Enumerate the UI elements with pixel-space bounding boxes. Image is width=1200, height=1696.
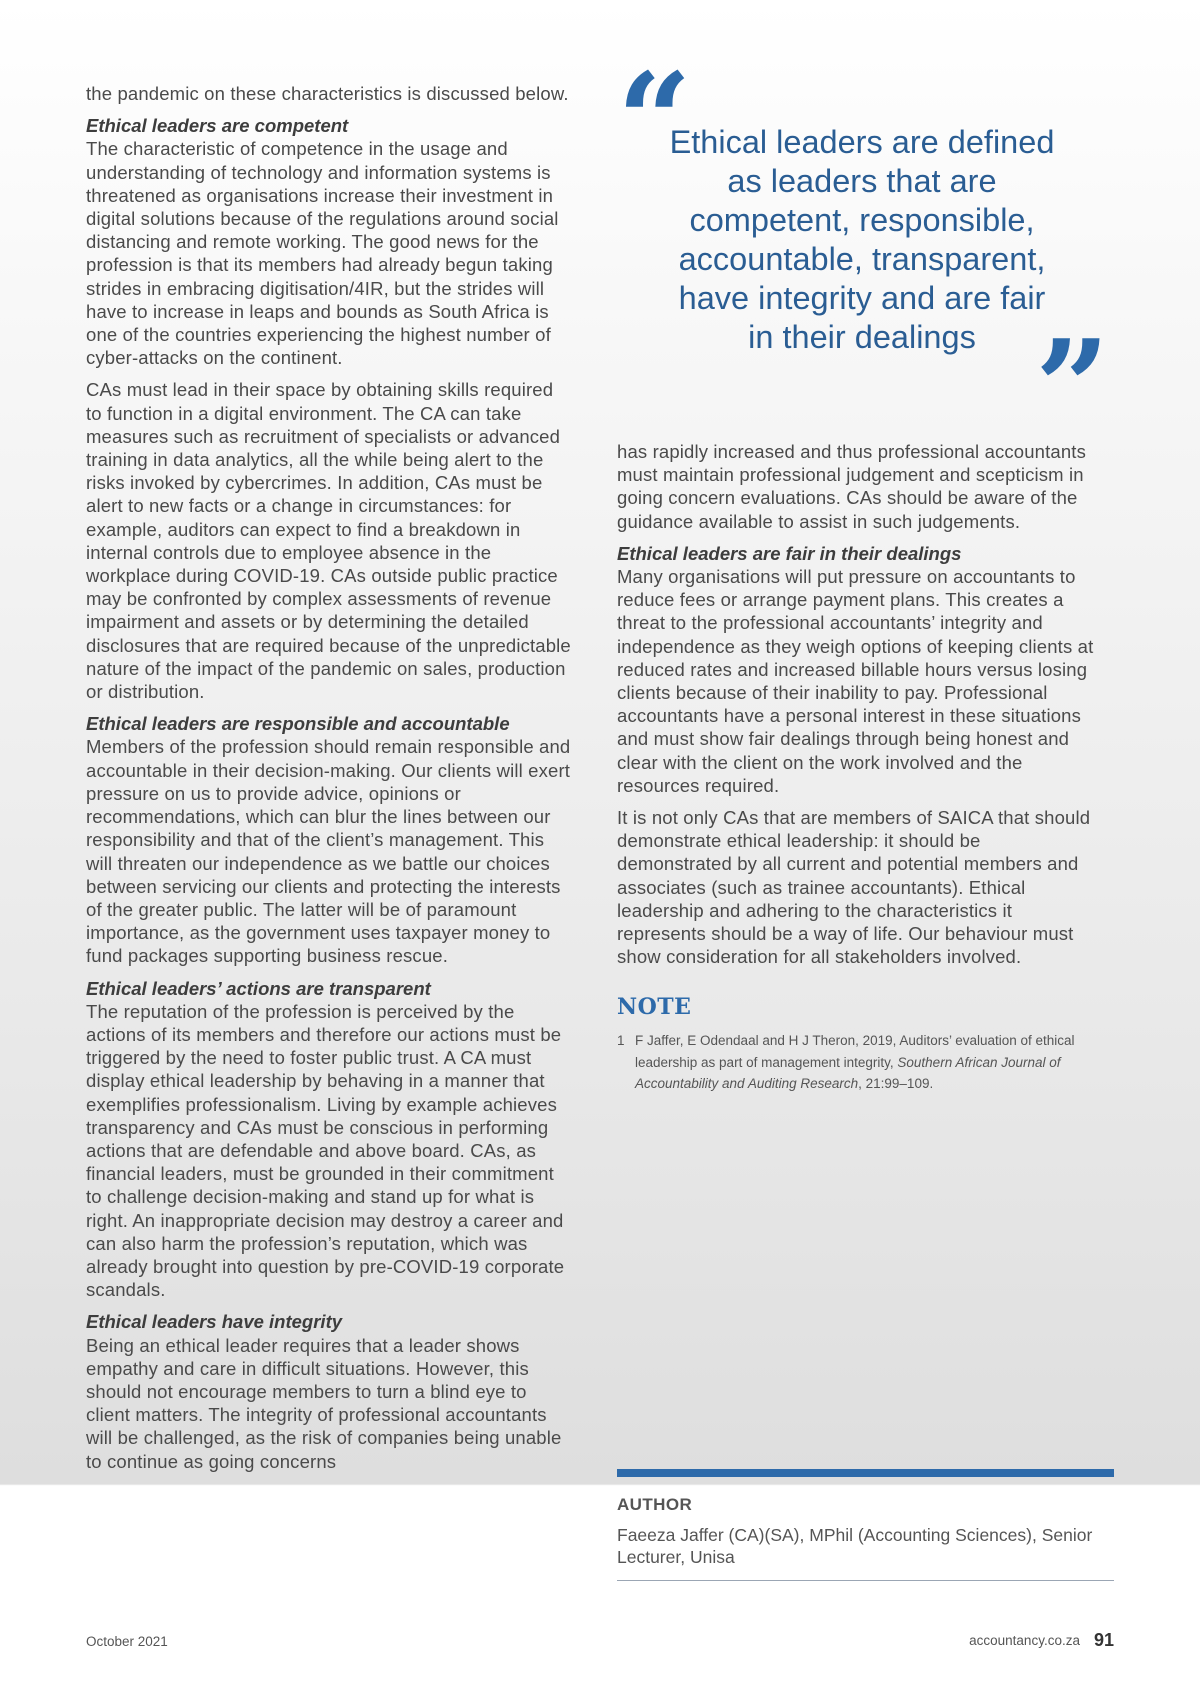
transparent-paragraph: The reputation of the profession is perceived by the actions of its members and therefore our actions must be triggered by the need to foster public trust. A CA must display ethical leadership by behaving in a manner that exemplifies professionalism. Living by example achieves transparency and CAs must be conscious in performing actions that are defendable and above board. CAs, as financial leaders, must be grounded in their commitment to challenge decision-making and stand up for what is right. An inappropriate decision may destroy a career and can also harm the profession’s reputation, which was already brought into question by pre-COVID-19 corporate scandals. bbox=[86, 1000, 565, 1301]
open-quote-icon: “ bbox=[617, 44, 692, 197]
right-column bbox=[617, 440, 1099, 1095]
note-pages: , 21:99–109. bbox=[858, 1076, 934, 1092]
competent-paragraph-2: CAs must lead in their space by obtaining skills required to function in a digital environment. The CA can take measures such as recruitment of specialists or advanced training in data analytics, all the while being alert to the risks invoked by cybercrimes. In addition, CAs must be alert to new facts or a change in circumstances: for example, auditors can expect to find a breakdown in internal controls due to employee absence in the workplace during COVID-19. CAs outside public practice may be confronted by complex assessments of revenue impairment and assets or by determining the detailed disclosures that are required because of the unpredictable nature of the impact of the pandemic on sales, production or distribution. bbox=[86, 379, 571, 703]
note-body bbox=[635, 1030, 1099, 1095]
integrity-continued: has rapidly increased and thus professional accountants must maintain professional judgement and scepticism in going concern evaluations. CAs should be aware of the guidance available to assist in such judgements. bbox=[617, 441, 1086, 532]
note-item bbox=[617, 1030, 1099, 1095]
author-divider-bar bbox=[617, 1469, 1114, 1477]
note-number: 1 bbox=[617, 1033, 625, 1049]
pull-quote-text: Ethical leaders are defined as leaders that are competent, responsible, accountable, transparent, have integrity and are fair in their dealings bbox=[669, 124, 1055, 355]
responsible-heading: Ethical leaders are responsible and accountable bbox=[86, 713, 510, 735]
fair-heading: Ethical leaders are fair in their dealings bbox=[617, 542, 962, 564]
transparent-heading: Ethical leaders’ actions are transparent bbox=[86, 977, 431, 999]
intro-text: the pandemic on these characteristics is discussed below. bbox=[86, 83, 569, 104]
page-number: 91 bbox=[1093, 1630, 1114, 1650]
closing-paragraph: It is not only CAs that are members of SAICA that should demonstrate ethical leadership: it should be demonstrated by all current and potential members and associates (such as trainee accountants). Ethical leadership and adhering to the characteristics it represents should be a way of life. Our behaviour must show consideration for all stakeholders involved. bbox=[617, 807, 1091, 968]
note-title: NOTE bbox=[617, 994, 692, 1021]
footer-site: accountancy.co.za bbox=[969, 1633, 1080, 1648]
competent-heading: Ethical leaders are competent bbox=[86, 115, 349, 137]
note-journal: Southern African Journal of Accountability and Auditing Research bbox=[635, 1054, 1061, 1092]
author-text: Faeeza Jaffer (CA)(SA), MPhil (Accounting Sciences), Senior Lecturer, Unisa bbox=[617, 1525, 1093, 1567]
responsible-paragraph: Members of the profession should remain responsible and accountable in their decision-making. Our clients will exert pressure on us to provide advice, opinions or recommendations, which can blur the lines between our responsibility and that of the client’s management. This will threaten our independence as we battle our choices between servicing our clients and protecting the interests of the greater public. The latter will be of paramount importance, as the government uses taxpayer money to fund packages supporting business rescue. bbox=[86, 736, 571, 967]
fair-paragraph: Many organisations will put pressure on accountants to reduce fees or arrange payment plans. This creates a threat to the professional accountants’ integrity and independence as they weigh options of keeping clients at reduced rates and increased billable hours versus losing clients because of their inability to pay. Professional accountants have a personal interest in these situations and must show fair dealings through being honest and clear with the client on the work involved and the resources required. bbox=[617, 566, 1094, 796]
integrity-paragraph: Being an ethical leader requires that a leader shows empathy and care in difficult situations. However, this should not encourage members to turn a blind eye to client matters. The integrity of professional accountants will be challenged, as the risk of companies being unable to continue as going concerns bbox=[86, 1334, 562, 1472]
note-text: F Jaffer, E Odendaal and H J Theron, 2019, Auditors’ evaluation of ethical leadership as part of management integrity, bbox=[635, 1033, 1075, 1070]
close-quote-icon: ” bbox=[1035, 311, 1110, 464]
integrity-heading: Ethical leaders have integrity bbox=[86, 1311, 343, 1333]
author-bottom-rule bbox=[617, 1580, 1114, 1581]
pull-quote bbox=[617, 44, 1117, 464]
left-column bbox=[86, 82, 572, 1482]
author-box bbox=[617, 1495, 1114, 1568]
footer-date: October 2021 bbox=[86, 1634, 168, 1649]
competent-paragraph-1: The characteristic of competence in the usage and understanding of technology and information systems is threatened as organisations increase their investment in digital solutions because of the regulations around social distancing and remote working. The good news for the profession is that its members had already begun taking strides in embracing digitisation/4IR, but the strides will have to increase in leaps and bounds as South Africa is one of the countries experiencing the highest number of cyber-attacks on the continent. bbox=[86, 138, 559, 369]
author-label: AUTHOR bbox=[617, 1495, 693, 1514]
footer-right bbox=[969, 1630, 1114, 1651]
